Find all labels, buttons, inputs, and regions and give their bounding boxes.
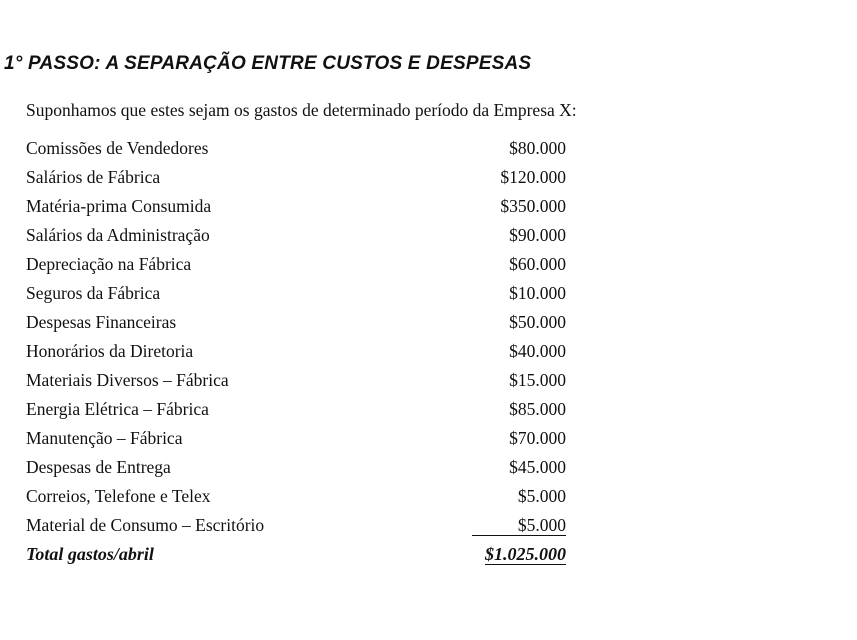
expense-label: Despesas de Entrega — [26, 457, 171, 477]
expense-label: Energia Elétrica – Fábrica — [26, 399, 209, 419]
expense-row — [26, 281, 586, 310]
expense-row — [26, 165, 586, 194]
total-row — [26, 542, 586, 571]
expense-amount: $40.000 — [509, 341, 566, 361]
expense-row — [26, 368, 586, 397]
section-heading: 1° PASSO: A SEPARAÇÃO ENTRE CUSTOS E DESPESAS — [4, 53, 532, 74]
expense-amount: $350.000 — [500, 196, 566, 216]
expense-label: Salários da Administração — [26, 225, 210, 245]
expense-row — [26, 397, 586, 426]
expense-amount: $15.000 — [509, 370, 566, 390]
expense-amount: $60.000 — [509, 254, 566, 274]
expense-row — [26, 339, 586, 368]
expense-label: Material de Consumo – Escritório — [26, 515, 265, 535]
expense-amount: $10.000 — [509, 283, 566, 303]
expense-row — [26, 136, 586, 165]
expense-row — [26, 484, 586, 513]
expense-row — [26, 426, 586, 455]
expense-label: Seguros da Fábrica — [26, 283, 161, 303]
expense-row — [26, 513, 586, 542]
expense-label: Correios, Telefone e Telex — [26, 486, 211, 506]
expense-amount: $90.000 — [509, 225, 566, 245]
expense-amount: $80.000 — [509, 138, 566, 158]
expense-label: Salários de Fábrica — [26, 167, 161, 187]
expense-amount: $120.000 — [500, 167, 566, 187]
expense-row — [26, 223, 586, 252]
expense-amount: $70.000 — [509, 428, 566, 448]
expense-row — [26, 194, 586, 223]
expense-amount: $45.000 — [509, 457, 566, 477]
expense-label: Honorários da Diretoria — [26, 341, 194, 361]
expense-list — [26, 136, 586, 571]
expense-label: Despesas Financeiras — [26, 312, 177, 332]
expense-label: Manutenção – Fábrica — [26, 428, 183, 448]
expense-amount: $5.000 — [472, 515, 566, 536]
expense-amount: $50.000 — [509, 312, 566, 332]
total-label: Total gastos/abril — [26, 544, 154, 564]
expense-row — [26, 310, 586, 339]
expense-row — [26, 455, 586, 484]
expense-label: Depreciação na Fábrica — [26, 254, 192, 274]
expense-amount: $85.000 — [509, 399, 566, 419]
expense-label: Materiais Diversos – Fábrica — [26, 370, 229, 390]
expense-label: Matéria-prima Consumida — [26, 196, 212, 216]
intro-paragraph: Suponhamos que estes sejam os gastos de determinado período da Empresa X: — [26, 100, 577, 120]
expense-row — [26, 252, 586, 281]
expense-label: Comissões de Vendedores — [26, 138, 209, 158]
total-amount: $1.025.000 — [485, 544, 566, 564]
expense-amount: $5.000 — [517, 486, 566, 506]
